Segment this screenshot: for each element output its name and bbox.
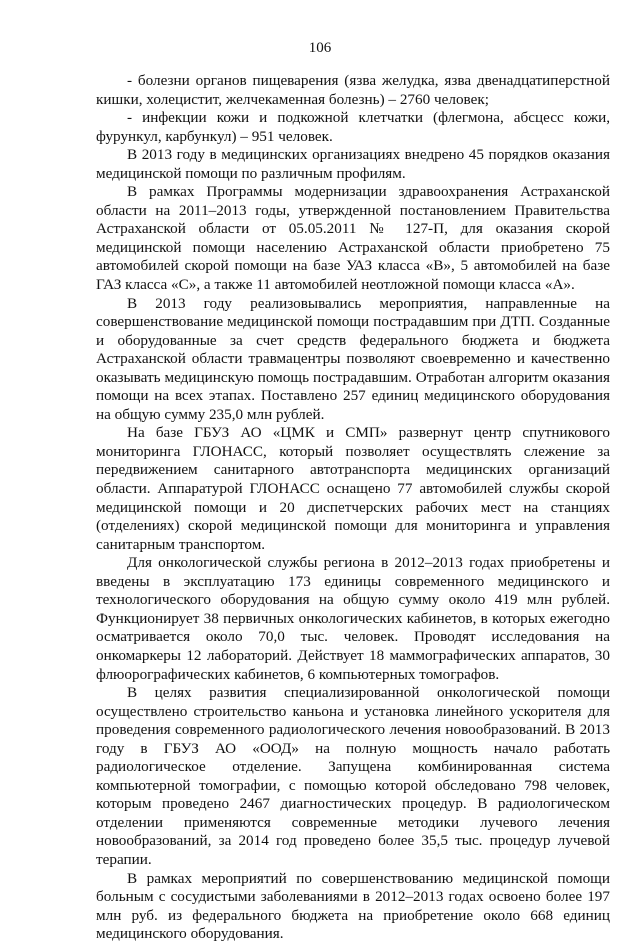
paragraph-modernization-program: В рамках Программы модернизации здравоохранения Астраханской области на 2011–2013 годы, утвержденной постановлением Правительства Астраханской области от 05.05.2011 № 127-П, для оказания скорой медицинской помощи населению Астраханской области приобретено 75 автомобилей скорой помощи на базе УАЗ класса «В», 5 автомобилей на базе ГАЗ класса «С», а также 11 автомобилей неотложной помощи класса «А». [96,183,610,294]
paragraph-digestive-diseases: - болезни органов пищеварения (язва желудка, язва двенадцатиперстной кишки, холецистит, желчекаменная болезнь) – 2760 человек; [96,72,610,108]
paragraph-vascular-diseases: В рамках мероприятий по совершенствованию медицинской помощи больным с сосудистыми заболеваниями в 2012–2013 годах освоено более 197 млн руб. из федерального бюджета на приобретение около 668 единиц медицинского оборудования. [96,869,610,943]
paragraph-care-procedures: В 2013 году в медицинских организациях внедрено 45 порядков оказания медицинской помощи по различным профилям. [96,146,610,182]
paragraph-oncology-equipment: Для онкологической службы региона в 2012–2013 годах приобретены и введены в эксплуатацию 173 единицы современного медицинского и технологического оборудования на общую сумму около 419 млн рублей. Функционирует 38 первичных онкологических кабинетов, в которых ежегодно осматривается около 70,0 тыс. человек. Проводят исследования на онкомаркеры 12 лабораторий. Действует 18 маммографических аппаратов, 30 флюорографических кабинетов, 6 компьютерных томографов. [96,554,610,683]
paragraph-skin-infections: - инфекции кожи и подкожной клетчатки (флегмона, абсцесс кожи, фурункул, карбункул) – 951 человек. [96,109,610,145]
paragraph-glonass: На базе ГБУЗ АО «ЦМК и СМП» развернут центр спутникового мониторинга ГЛОНАСС, который позволяет осуществлять слежение за передвижением санитарного автотранспорта медицинских организаций области. Аппаратурой ГЛОНАСС оснащено 77 автомобилей службы скорой медицинской помощи и 20 диспетчерских рабочих мест на станциях (отделениях) скорой медицинской помощи для мониторинга и управления санитарным транспортом. [96,424,610,553]
paragraph-radiology: В целях развития специализированной онкологической помощи осуществлено строительство каньона и установка линейного ускорителя для проведения современного радиологического лечения новообразований. В 2013 году в ГБУЗ АО «ООД» на полную мощность начало работать радиологическое отделение. Запущена комбинированная система компьютерной томографии, с помощью которой обследовано 798 человек, которым проведено 2467 диагностических процедур. В радиологическом отделении применяются современные методики лучевого лечения новообразований, за 2014 год проведено более 35,5 тыс. процедур лучевой терапии. [96,684,610,868]
paragraph-road-accidents: В 2013 году реализовывались мероприятия, направленные на совершенствование медицинской помощи пострадавшим при ДТП. Созданные и оборудованные за счет средств федерального бюджета и бюджета Астраханской области травмацентры позволяют своевременно и качественно оказывать медицинскую помощь пострадавшим. Отработан алгоритм оказания помощи на всех этапах. Поставлено 257 единиц медицинского оборудования на общую сумму 235,0 млн рублей. [96,294,610,423]
body-text [96,72,610,944]
page-number: 106 [308,40,332,56]
